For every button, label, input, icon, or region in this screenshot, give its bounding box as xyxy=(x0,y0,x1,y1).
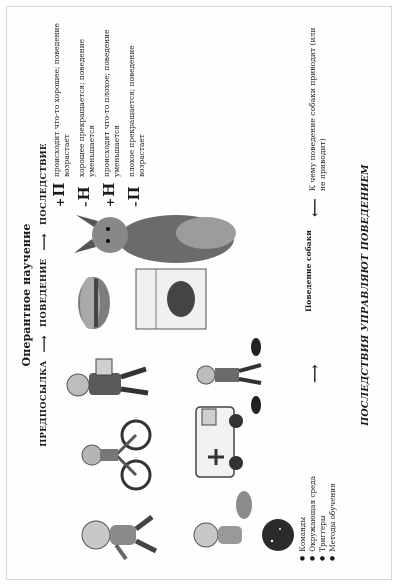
letter: П xyxy=(50,182,68,197)
list-item: ● Триггеры xyxy=(318,515,327,561)
bicycle-illustration xyxy=(82,421,150,489)
consequence-text: происходит что-то плохое; поведение уменьшается xyxy=(102,29,121,177)
bullet-icon: ● xyxy=(319,555,326,561)
result-label: К чему поведение собаки приводит (или не приводит) xyxy=(308,27,327,191)
consequence-text: плохое прекращается; поведение возрастает xyxy=(127,45,146,177)
consequence-positive-punishment xyxy=(102,17,121,207)
sandwich-illustration xyxy=(78,277,110,329)
behavior-illustrations xyxy=(56,199,296,339)
bullet-icon: ● xyxy=(299,555,306,561)
ambulance-illustration xyxy=(196,407,243,477)
sitting-dog-illustration xyxy=(74,215,236,263)
bullet-icon: ● xyxy=(309,555,316,561)
flow-antecedent: ПРЕДПОСЫЛКА xyxy=(39,360,49,447)
consequences-list xyxy=(52,17,152,207)
sign: + xyxy=(54,197,67,207)
flow-arrow-2: ⟶ xyxy=(37,233,51,251)
consequence-negative-punishment xyxy=(77,17,96,207)
footer-caption: ПОСЛЕДСТВИЯ УПРАВЛЯЮТ ПОВЕДЕНИЕМ xyxy=(360,164,371,426)
flow-consequence: ПОСЛЕДСТВИЕ xyxy=(39,143,49,226)
letter: Н xyxy=(100,182,118,197)
list-item: ● Методы обучения xyxy=(328,483,337,561)
dog-in-bed-illustration xyxy=(136,269,206,329)
flow-behavior: ПОВЕДЕНИЕ xyxy=(39,258,49,327)
running-boy-illustration xyxy=(82,517,156,559)
night-scene-illustration xyxy=(262,519,294,551)
antecedent-illustrations xyxy=(56,335,296,575)
antecedent-list xyxy=(298,465,338,561)
diagram-canvas xyxy=(8,15,388,575)
list-item: ● Окружающая среда xyxy=(308,476,317,561)
consequence-text: происходит что-то хорошее; поведение возрастает xyxy=(52,23,71,177)
abc-flow xyxy=(38,15,50,575)
list-item: ● Команды xyxy=(298,517,307,561)
consequence-positive-reinforcement xyxy=(52,17,71,207)
sign: + xyxy=(104,197,117,207)
flow-arrow-1: ⟶ xyxy=(37,334,51,353)
letter: П xyxy=(125,186,143,201)
arrow-left-icon: ⟵ xyxy=(308,198,323,217)
sign: – xyxy=(129,201,142,207)
arrow-right-icon: ⟶ xyxy=(308,364,323,383)
child-with-dog-illustration xyxy=(194,491,252,547)
behavior-label: Поведение собаки xyxy=(304,230,313,312)
bullet-icon: ● xyxy=(329,555,336,561)
delivery-man-illustration xyxy=(67,359,148,396)
letter: Н xyxy=(75,186,93,201)
consequence-text: хорошее прекращается; поведение уменьшается xyxy=(77,39,96,177)
sign: – xyxy=(79,201,92,207)
consequence-negative-reinforcement xyxy=(127,17,146,207)
dog-walker-illustration xyxy=(197,338,261,414)
diagram-title: Оперантное научение xyxy=(20,223,33,367)
